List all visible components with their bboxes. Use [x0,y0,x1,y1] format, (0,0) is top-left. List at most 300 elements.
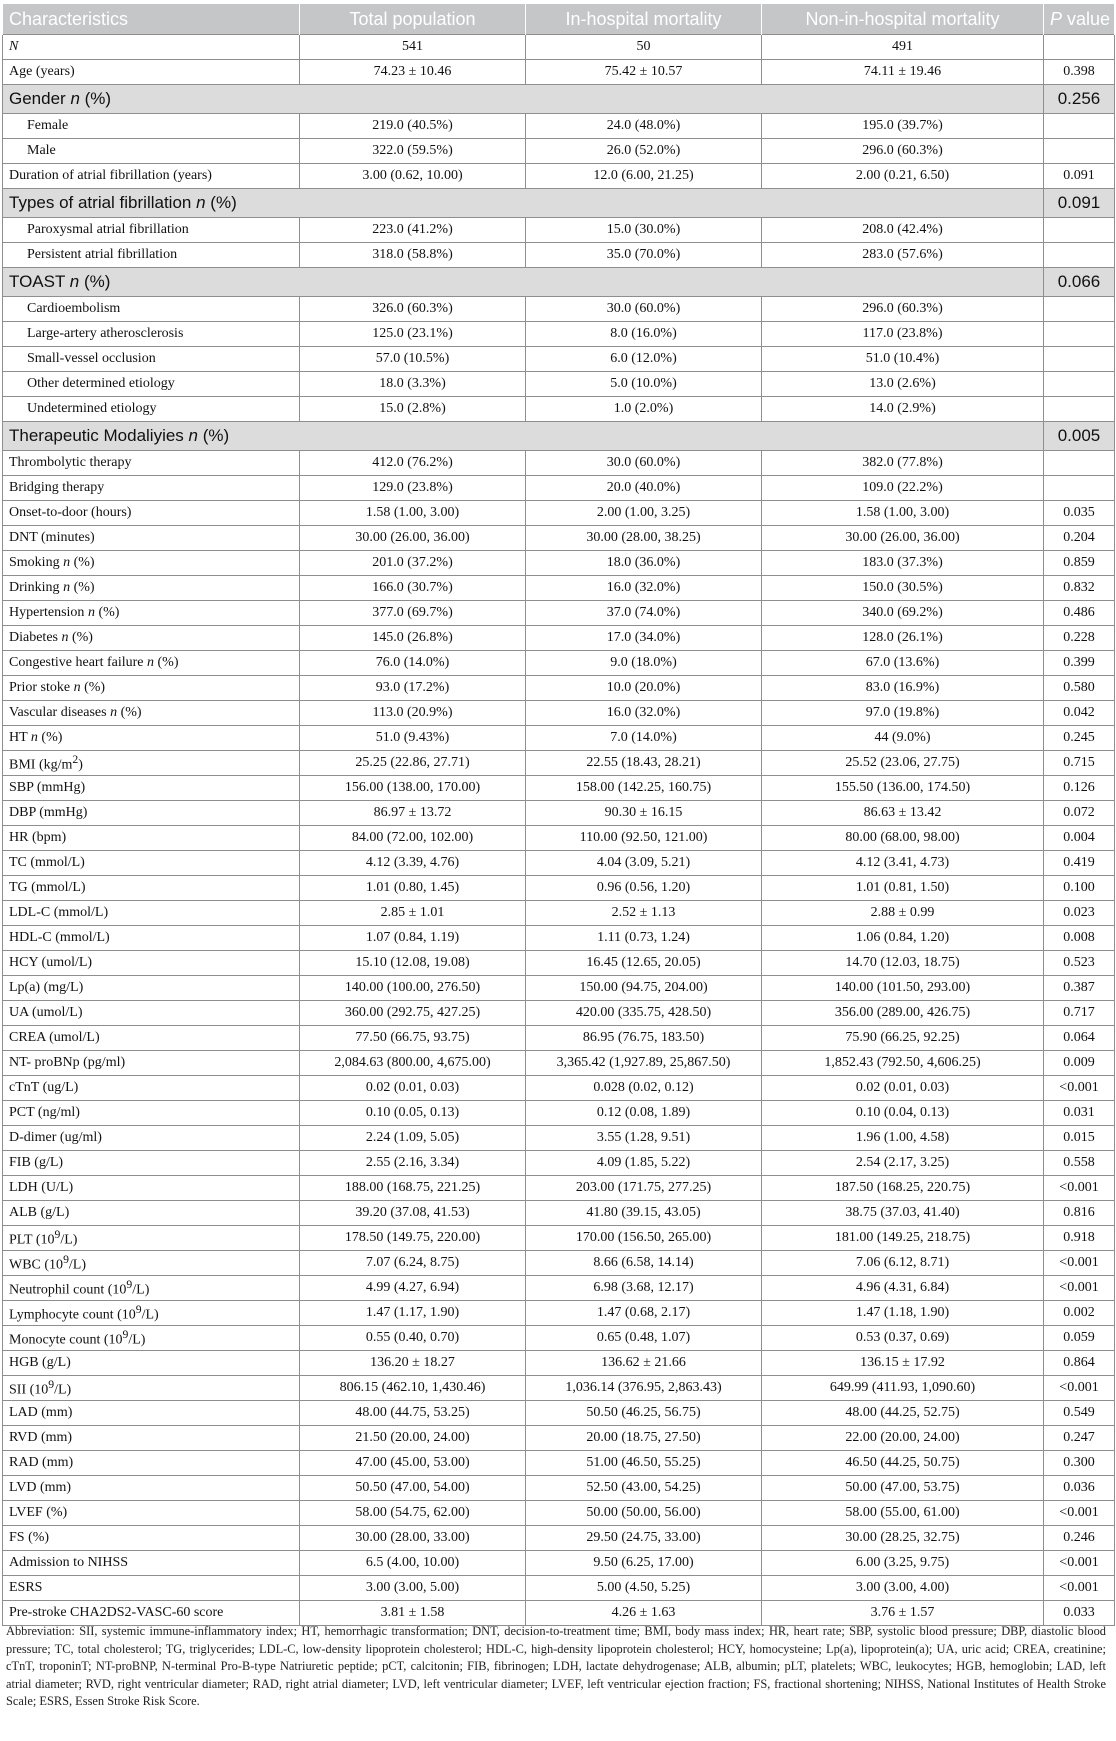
table-row [3,1251,1115,1276]
section-row [3,85,1115,114]
cell-non-in-hospital-mortality: 86.63 ± 13.42 [762,801,1044,826]
table-row [3,876,1115,901]
cell-p-value: 0.031 [1044,1101,1115,1126]
cell-non-in-hospital-mortality: 3.76 ± 1.57 [762,1601,1044,1626]
cell-p-value: <0.001 [1044,1276,1115,1301]
table-row [3,976,1115,1001]
label-italic: n [110,705,118,720]
row-label [3,139,300,164]
cell-total-population: 326.0 (60.3%) [300,297,526,322]
cell-non-in-hospital-mortality: 1.47 (1.18, 1.90) [762,1301,1044,1326]
cell-non-in-hospital-mortality: 128.0 (26.1%) [762,626,1044,651]
label-text: SII (10 [9,1382,49,1398]
cell-non-in-hospital-mortality: 109.0 (22.2%) [762,476,1044,501]
cell-in-hospital-mortality: 1.11 (0.73, 1.24) [526,926,762,951]
cell-in-hospital-mortality: 18.0 (36.0%) [526,551,762,576]
row-label [3,851,300,876]
cell-total-population: 322.0 (59.5%) [300,139,526,164]
cell-total-population: 377.0 (69.7%) [300,601,526,626]
cell-total-population: 76.0 (14.0%) [300,651,526,676]
row-label [3,243,300,268]
cell-non-in-hospital-mortality: 1,852.43 (792.50, 4,606.25) [762,1051,1044,1076]
label-text: Large-artery atherosclerosis [27,326,184,341]
label-text: Monocyte count (10 [9,1332,123,1348]
label-suffix: (%) [80,680,106,695]
label-text: Prior stoke [9,680,74,695]
cell-non-in-hospital-mortality: 4.96 (4.31, 6.84) [762,1276,1044,1301]
cell-total-population: 51.0 (9.43%) [300,726,526,751]
label-text: Thrombolytic therapy [9,455,132,470]
label-text: HDL-C (mmol/L) [9,930,110,945]
row-label [3,626,300,651]
cell-total-population: 806.15 (462.10, 1,430.46) [300,1376,526,1401]
cell-in-hospital-mortality: 86.95 (76.75, 183.50) [526,1026,762,1051]
row-label [3,1551,300,1576]
cell-non-in-hospital-mortality: 296.0 (60.3%) [762,297,1044,322]
cell-non-in-hospital-mortality: 296.0 (60.3%) [762,139,1044,164]
cell-total-population: 18.0 (3.3%) [300,372,526,397]
cell-p-value: <0.001 [1044,1251,1115,1276]
sub-row [3,372,1115,397]
cell-p-value: 0.419 [1044,851,1115,876]
label-italic: n [63,555,71,570]
cell-total-population: 412.0 (76.2%) [300,451,526,476]
row-label [3,1376,300,1401]
cell-non-in-hospital-mortality: 51.0 (10.4%) [762,347,1044,372]
cell-total-population: 2,084.63 (800.00, 4,675.00) [300,1051,526,1076]
cell-non-in-hospital-mortality: 2.88 ± 0.99 [762,901,1044,926]
label-text: LVD (mm) [9,1480,72,1495]
cell-in-hospital-mortality: 30.00 (28.00, 38.25) [526,526,762,551]
label-text: Hypertension [9,605,88,620]
cell-p-value: 0.399 [1044,651,1115,676]
cell-total-population: 145.0 (26.8%) [300,626,526,651]
cell-total-population: 0.55 (0.40, 0.70) [300,1326,526,1351]
label-superscript: 9 [122,1328,129,1342]
row-label [3,60,300,85]
row-label [3,1601,300,1626]
row-label [3,651,300,676]
cell-p-value: 0.023 [1044,901,1115,926]
table-row [3,601,1115,626]
cell-p-value: 0.859 [1044,551,1115,576]
cell-non-in-hospital-mortality: 75.90 (66.25, 92.25) [762,1026,1044,1051]
cell-in-hospital-mortality: 4.04 (3.09, 5.21) [526,851,762,876]
row-label [3,35,300,60]
cell-total-population: 6.5 (4.00, 10.00) [300,1551,526,1576]
label-text: PLT (10 [9,1232,55,1248]
row-label [3,1526,300,1551]
cell-in-hospital-mortality: 1,036.14 (376.95, 2,863.43) [526,1376,762,1401]
cell-p-value: 0.035 [1044,501,1115,526]
cell-total-population: 360.00 (292.75, 427.25) [300,1001,526,1026]
label-suffix: (%) [198,426,230,445]
cell-p-value: 0.036 [1044,1476,1115,1501]
cell-p-value: 0.228 [1044,626,1115,651]
table-row [3,626,1115,651]
cell-p-value: 0.072 [1044,801,1115,826]
cell-in-hospital-mortality: 9.0 (18.0%) [526,651,762,676]
table-row [3,451,1115,476]
label-text: Onset-to-door (hours) [9,505,132,520]
section-row [3,422,1115,451]
cell-total-population: 15.10 (12.08, 19.08) [300,951,526,976]
cell-p-value: <0.001 [1044,1551,1115,1576]
cell-p-value [1044,243,1115,268]
label-italic: n [63,580,71,595]
cell-non-in-hospital-mortality: 48.00 (44.25, 52.75) [762,1401,1044,1426]
cell-in-hospital-mortality: 6.0 (12.0%) [526,347,762,372]
label-text: Gender [9,89,71,108]
cell-p-value: 0.009 [1044,1051,1115,1076]
cell-total-population: 178.50 (149.75, 220.00) [300,1226,526,1251]
cell-p-value: 0.387 [1044,976,1115,1001]
cell-non-in-hospital-mortality: 25.52 (23.06, 27.75) [762,751,1044,776]
row-label [3,476,300,501]
row-label [3,1326,300,1351]
row-label [3,1226,300,1251]
cell-total-population: 48.00 (44.75, 53.25) [300,1401,526,1426]
label-suffix: (%) [205,193,237,212]
cell-p-value: <0.001 [1044,1576,1115,1601]
cell-p-value: 0.033 [1044,1601,1115,1626]
cell-total-population: 2.55 (2.16, 3.34) [300,1151,526,1176]
row-label [3,1151,300,1176]
cell-non-in-hospital-mortality: 283.0 (57.6%) [762,243,1044,268]
label-text: LDL-C (mmol/L) [9,905,109,920]
cell-p-value [1044,35,1115,60]
cell-p-value: <0.001 [1044,1176,1115,1201]
table-row [3,1101,1115,1126]
label-text: ESRS [9,1580,43,1595]
cell-in-hospital-mortality: 29.50 (24.75, 33.00) [526,1526,762,1551]
label-text: ALB (g/L) [9,1205,70,1220]
row-label [3,1251,300,1276]
label-text: BMI (kg/m [9,757,73,773]
cell-total-population: 74.23 ± 10.46 [300,60,526,85]
cell-non-in-hospital-mortality: 80.00 (68.00, 98.00) [762,826,1044,851]
label-text: LDH (U/L) [9,1180,74,1195]
label-text: FS (%) [9,1530,50,1545]
cell-non-in-hospital-mortality: 67.0 (13.6%) [762,651,1044,676]
label-text: HCY (umol/L) [9,955,93,970]
label-text: LVEF (%) [9,1505,68,1520]
cell-non-in-hospital-mortality: 0.53 (0.37, 0.69) [762,1326,1044,1351]
cell-p-value: 0.042 [1044,701,1115,726]
row-label [3,676,300,701]
label-superscript: 9 [126,1278,133,1292]
row-label [3,776,300,801]
row-label [3,164,300,189]
cell-in-hospital-mortality: 150.00 (94.75, 204.00) [526,976,762,1001]
section-p-value: 0.256 [1044,85,1115,114]
section-row [3,268,1115,297]
cell-non-in-hospital-mortality: 1.01 (0.81, 1.50) [762,876,1044,901]
cell-total-population: 30.00 (26.00, 36.00) [300,526,526,551]
cell-total-population: 1.07 (0.84, 1.19) [300,926,526,951]
cell-non-in-hospital-mortality: 14.0 (2.9%) [762,397,1044,422]
cell-p-value [1044,114,1115,139]
cell-in-hospital-mortality: 3.55 (1.28, 9.51) [526,1126,762,1151]
cell-non-in-hospital-mortality: 187.50 (168.25, 220.75) [762,1176,1044,1201]
cell-total-population: 188.00 (168.75, 221.25) [300,1176,526,1201]
cell-total-population: 113.0 (20.9%) [300,701,526,726]
label-suffix: (%) [94,605,120,620]
table-row [3,1351,1115,1376]
cell-in-hospital-mortality: 136.62 ± 21.66 [526,1351,762,1376]
row-label [3,876,300,901]
cell-in-hospital-mortality: 37.0 (74.0%) [526,601,762,626]
label-text: Drinking [9,580,64,595]
cell-non-in-hospital-mortality: 74.11 ± 19.46 [762,60,1044,85]
label-superscript: 2 [72,753,79,767]
label-text: Diabetes [9,630,62,645]
cell-total-population: 50.50 (47.00, 54.00) [300,1476,526,1501]
cell-non-in-hospital-mortality: 4.12 (3.41, 4.73) [762,851,1044,876]
label-text: RAD (mm) [9,1455,74,1470]
cell-in-hospital-mortality: 50.50 (46.25, 56.75) [526,1401,762,1426]
cell-non-in-hospital-mortality: 1.96 (1.00, 4.58) [762,1126,1044,1151]
label-text: Smoking [9,555,64,570]
label-text: TOAST [9,272,70,291]
sub-row [3,397,1115,422]
table-row [3,1226,1115,1251]
label-text: Male [27,143,56,158]
sub-row [3,322,1115,347]
label-text: Lymphocyte count (10 [9,1307,136,1323]
label-text: TC (mmol/L) [9,855,85,870]
cell-p-value [1044,451,1115,476]
cell-non-in-hospital-mortality: 356.00 (289.00, 426.75) [762,1001,1044,1026]
cell-non-in-hospital-mortality: 208.0 (42.4%) [762,218,1044,243]
label-italic: n [188,426,198,445]
cell-p-value: 0.091 [1044,164,1115,189]
cell-p-value: 0.558 [1044,1151,1115,1176]
cell-total-population: 219.0 (40.5%) [300,114,526,139]
label-suffix: /L) [128,1332,146,1348]
table-row [3,1326,1115,1351]
cell-total-population: 125.0 (23.1%) [300,322,526,347]
row-label [3,901,300,926]
label-italic: n [196,193,206,212]
cell-in-hospital-mortality: 16.45 (12.65, 20.05) [526,951,762,976]
table-row [3,1076,1115,1101]
label-text: Admission to NIHSS [9,1555,129,1570]
cell-non-in-hospital-mortality: 382.0 (77.8%) [762,451,1044,476]
table-row [3,1451,1115,1476]
cell-in-hospital-mortality: 9.50 (6.25, 17.00) [526,1551,762,1576]
cell-non-in-hospital-mortality: 117.0 (23.8%) [762,322,1044,347]
cell-non-in-hospital-mortality: 3.00 (3.00, 4.00) [762,1576,1044,1601]
cell-in-hospital-mortality: 4.26 ± 1.63 [526,1601,762,1626]
cell-in-hospital-mortality: 22.55 (18.43, 28.21) [526,751,762,776]
label-italic: n [61,630,69,645]
cell-total-population: 4.99 (4.27, 6.94) [300,1276,526,1301]
table-row [3,901,1115,926]
cell-total-population: 0.02 (0.01, 0.03) [300,1076,526,1101]
label-italic: n [30,730,38,745]
cell-non-in-hospital-mortality: 155.50 (136.00, 174.50) [762,776,1044,801]
cell-p-value: 0.245 [1044,726,1115,751]
table-row [3,35,1115,60]
table-row [3,676,1115,701]
cell-p-value: 0.204 [1044,526,1115,551]
row-label [3,1451,300,1476]
row-label [3,1276,300,1301]
label-text: Paroxysmal atrial fibrillation [27,222,189,237]
cell-non-in-hospital-mortality: 649.99 (411.93, 1,090.60) [762,1376,1044,1401]
table-row [3,1026,1115,1051]
cell-in-hospital-mortality: 41.80 (39.15, 43.05) [526,1201,762,1226]
table-row [3,1576,1115,1601]
table-row [3,776,1115,801]
section-row [3,189,1115,218]
row-label [3,1126,300,1151]
cell-p-value [1044,139,1115,164]
cell-non-in-hospital-mortality: 0.10 (0.04, 0.13) [762,1101,1044,1126]
label-text: TG (mmol/L) [9,880,86,895]
cell-p-value [1044,297,1115,322]
cell-total-population: 7.07 (6.24, 8.75) [300,1251,526,1276]
cell-non-in-hospital-mortality: 6.00 (3.25, 9.75) [762,1551,1044,1576]
cell-p-value: 0.247 [1044,1426,1115,1451]
label-text: Congestive heart failure [9,655,148,670]
label-suffix: (%) [68,630,93,645]
row-label [3,726,300,751]
cell-in-hospital-mortality: 16.0 (32.0%) [526,701,762,726]
cell-total-population: 2.85 ± 1.01 [300,901,526,926]
label-text: Pre-stroke CHA2DS2-VASC-60 score [9,1605,224,1620]
cell-non-in-hospital-mortality: 30.00 (26.00, 36.00) [762,526,1044,551]
table-row [3,1376,1115,1401]
cell-in-hospital-mortality: 10.0 (20.0%) [526,676,762,701]
cell-non-in-hospital-mortality: 38.75 (37.03, 41.40) [762,1201,1044,1226]
cell-in-hospital-mortality: 110.00 (92.50, 121.00) [526,826,762,851]
label-text: Lp(a) (mg/L) [9,980,84,995]
cell-in-hospital-mortality: 3,365.42 (1,927.89, 25,867.50) [526,1051,762,1076]
table-row [3,576,1115,601]
cell-total-population: 21.50 (20.00, 24.00) [300,1426,526,1451]
cell-p-value: 0.549 [1044,1401,1115,1426]
row-label [3,1176,300,1201]
label-text: DBP (mmHg) [9,805,88,820]
cell-in-hospital-mortality: 4.09 (1.85, 5.22) [526,1151,762,1176]
cell-non-in-hospital-mortality: 97.0 (19.8%) [762,701,1044,726]
label-superscript: 9 [48,1378,55,1392]
sub-row [3,139,1115,164]
cell-non-in-hospital-mortality: 2.54 (2.17, 3.25) [762,1151,1044,1176]
label-superscript: 9 [54,1228,61,1242]
sub-row [3,243,1115,268]
cell-total-population: 3.81 ± 1.58 [300,1601,526,1626]
label-italic: n [147,655,155,670]
row-label [3,1101,300,1126]
label-text: UA (umol/L) [9,1005,83,1020]
cell-p-value: 0.580 [1044,676,1115,701]
table-row [3,801,1115,826]
label-text: Therapeutic Modaliyies [9,426,189,445]
cell-p-value [1044,476,1115,501]
cell-in-hospital-mortality: 12.0 (6.00, 21.25) [526,164,762,189]
table-row [3,526,1115,551]
row-label [3,826,300,851]
cell-non-in-hospital-mortality: 30.00 (28.25, 32.75) [762,1526,1044,1551]
cell-p-value: 0.064 [1044,1026,1115,1051]
cell-non-in-hospital-mortality: 7.06 (6.12, 8.71) [762,1251,1044,1276]
header-p-rest: value [1062,8,1111,29]
row-label [3,1051,300,1076]
cell-total-population: 3.00 (3.00, 5.00) [300,1576,526,1601]
cell-total-population: 140.00 (100.00, 276.50) [300,976,526,1001]
row-label [3,1576,300,1601]
row-label [3,114,300,139]
label-text: Duration of atrial fibrillation (years) [9,168,212,183]
cell-total-population: 166.0 (30.7%) [300,576,526,601]
cell-p-value [1044,347,1115,372]
row-label [3,551,300,576]
label-text: RVD (mm) [9,1430,73,1445]
table-row [3,1151,1115,1176]
cell-total-population: 39.20 (37.08, 41.53) [300,1201,526,1226]
cell-in-hospital-mortality: 8.0 (16.0%) [526,322,762,347]
label-italic: n [70,89,80,108]
row-label [3,1426,300,1451]
row-label [3,526,300,551]
cell-non-in-hospital-mortality: 50.00 (47.00, 53.75) [762,1476,1044,1501]
cell-non-in-hospital-mortality: 140.00 (101.50, 293.00) [762,976,1044,1001]
cell-non-in-hospital-mortality: 183.0 (37.3%) [762,551,1044,576]
cell-in-hospital-mortality: 6.98 (3.68, 12.17) [526,1276,762,1301]
label-text: Neutrophil count (10 [9,1282,127,1298]
cell-p-value: 0.918 [1044,1226,1115,1251]
cell-in-hospital-mortality: 90.30 ± 16.15 [526,801,762,826]
table-row [3,726,1115,751]
label-text: Vascular diseases [9,705,111,720]
row-label [3,1201,300,1226]
row-label [3,926,300,951]
cell-p-value: 0.832 [1044,576,1115,601]
row-label [3,1501,300,1526]
cell-non-in-hospital-mortality: 136.15 ± 17.92 [762,1351,1044,1376]
cell-p-value: <0.001 [1044,1501,1115,1526]
table-row [3,1526,1115,1551]
cell-non-in-hospital-mortality: 150.0 (30.5%) [762,576,1044,601]
label-suffix: /L) [141,1307,159,1323]
table-row [3,1051,1115,1076]
cell-non-in-hospital-mortality: 1.06 (0.84, 1.20) [762,926,1044,951]
cell-total-population: 86.97 ± 13.72 [300,801,526,826]
header-p-italic: P [1050,8,1063,29]
label-italic: n [73,680,81,695]
cell-total-population: 223.0 (41.2%) [300,218,526,243]
table-row [3,164,1115,189]
table-row [3,1276,1115,1301]
header-characteristics: Characteristics [3,4,300,35]
label-suffix: /L) [54,1382,72,1398]
cell-in-hospital-mortality: 158.00 (142.25, 160.75) [526,776,762,801]
label-suffix: (%) [79,89,112,108]
cell-non-in-hospital-mortality: 491 [762,35,1044,60]
cell-p-value: 0.816 [1044,1201,1115,1226]
cell-total-population: 84.00 (72.00, 102.00) [300,826,526,851]
cell-in-hospital-mortality: 5.0 (10.0%) [526,372,762,397]
cell-in-hospital-mortality: 170.00 (156.50, 265.00) [526,1226,762,1251]
label-text: HT [9,730,31,745]
row-label [3,451,300,476]
cell-in-hospital-mortality: 51.00 (46.50, 55.25) [526,1451,762,1476]
row-label [3,576,300,601]
cell-total-population: 93.0 (17.2%) [300,676,526,701]
